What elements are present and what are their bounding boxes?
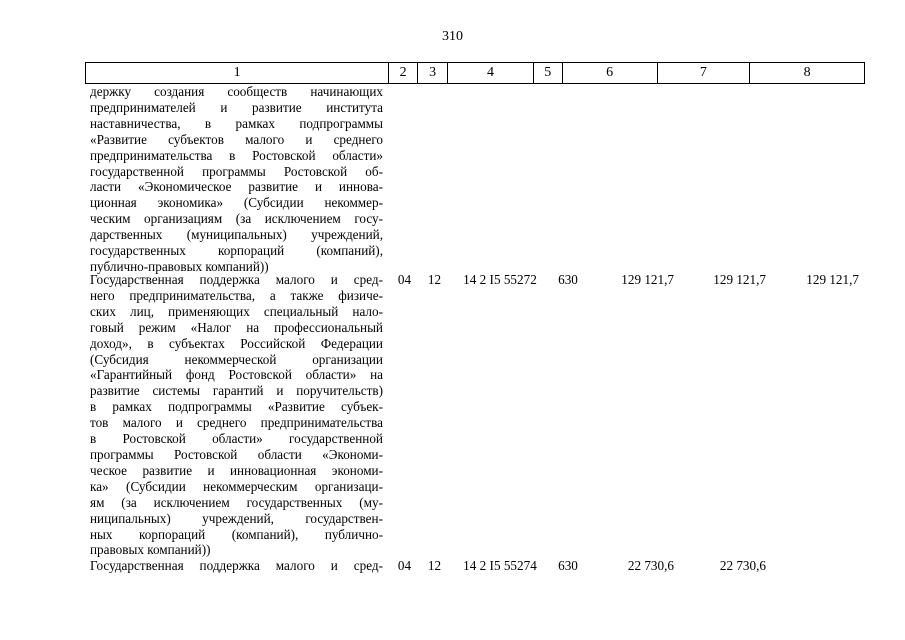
row-3-amount-col-6: 22 730,6 (627, 558, 674, 573)
row-2-line: ных корпораций (компаний), публично- (90, 526, 383, 542)
row-2-line: в Ростовской области» государственной (90, 431, 383, 447)
row-2-line: программы Ростовской области «Экономи- (90, 446, 383, 462)
row-2-line: (Субсидия некоммерческой организации (90, 351, 383, 367)
header-col-8: 8 (803, 65, 811, 80)
row-2-line: в рамках подпрограммы «Развитие субъек- (90, 399, 383, 415)
row-1-description (90, 84, 383, 275)
row-2-subsection: 12 (427, 272, 442, 287)
row-1-line: ционная экономика» (Субсидии некоммер- (90, 195, 383, 211)
row-2-line: ческое развитие и инновационная экономи- (90, 462, 383, 478)
row-2-description (90, 272, 383, 558)
row-2-expense-type: 630 (558, 272, 578, 287)
row-1-line: ласти «Экономическое развитие и иннова- (90, 179, 383, 195)
row-1-line: наставничества, в рамках подпрограммы (90, 115, 383, 131)
row-1-line: держку создания сообществ начинающих (90, 84, 383, 99)
row-1-line: предпринимателей и развитие института (90, 99, 383, 115)
row-1-line: предпринимательства в Ростовской области» (90, 147, 383, 163)
page-number: 310 (442, 29, 463, 44)
row-1-line: публично-правовых компаний)) (90, 258, 269, 274)
row-2-amount-col-6: 129 121,7 (621, 272, 674, 287)
row-2-line: доход», в субъектах Российской Федерации (90, 335, 383, 351)
row-3-subsection: 12 (427, 558, 442, 573)
row-2-line: ям (за исключением государственных (му- (90, 494, 383, 510)
row-2-amount-col-8: 129 121,7 (806, 272, 859, 287)
header-col-3: 3 (418, 63, 448, 83)
row-2-line: развитие системы гарантий и поручительств) (90, 383, 383, 399)
row-2-line: правовых компаний)) (90, 542, 211, 558)
row-3-target-code: 14 2 I5 55274 (463, 558, 537, 573)
header-col-4: 4 (448, 63, 534, 83)
header-col-1: 1 (86, 63, 389, 83)
header-col-7: 7 (658, 63, 751, 83)
row-2-line: «Гарантийный фонд Ростовской области» на (90, 367, 383, 383)
row-2-section: 04 (397, 272, 412, 287)
header-col-6: 6 (563, 63, 658, 83)
header-col-2: 2 (389, 63, 418, 83)
row-1-line: «Развитие субъектов малого и среднего (90, 131, 383, 147)
row-2-line: ских лиц, применяющих специальный нало- (90, 303, 383, 319)
table-header-row (85, 62, 865, 84)
row-2-line: Государственная поддержка малого и сред- (90, 272, 383, 287)
row-3-amount-col-7: 22 730,6 (719, 558, 766, 573)
row-2-line: тов малого и среднего предпринимательства (90, 415, 383, 431)
row-3-section: 04 (397, 558, 412, 573)
row-3-description (90, 558, 383, 574)
row-2-amount-col-7: 129 121,7 (713, 272, 766, 287)
row-1-line: дарственных (муниципальных) учреждений, (90, 227, 383, 243)
row-2-line: говый режим «Налог на профессиональный (90, 319, 383, 335)
row-2-line: него предпринимательства, а также физиче- (90, 287, 383, 303)
row-2-line: ниципальных) учреждений, государствен- (90, 510, 383, 526)
row-1-line: ческим организациям (за исключением госу- (90, 211, 383, 227)
row-1-line: государственных корпораций (компаний), (90, 243, 383, 259)
row-2-target-code: 14 2 I5 55272 (463, 272, 537, 287)
row-3-expense-type: 630 (558, 558, 578, 573)
row-2-line: ка» (Субсидии некоммерческим организаци- (90, 478, 383, 494)
header-col-5: 5 (534, 63, 563, 83)
row-3-line: Государственная поддержка малого и сред- (90, 558, 383, 573)
row-1-line: государственной программы Ростовской об- (90, 163, 383, 179)
